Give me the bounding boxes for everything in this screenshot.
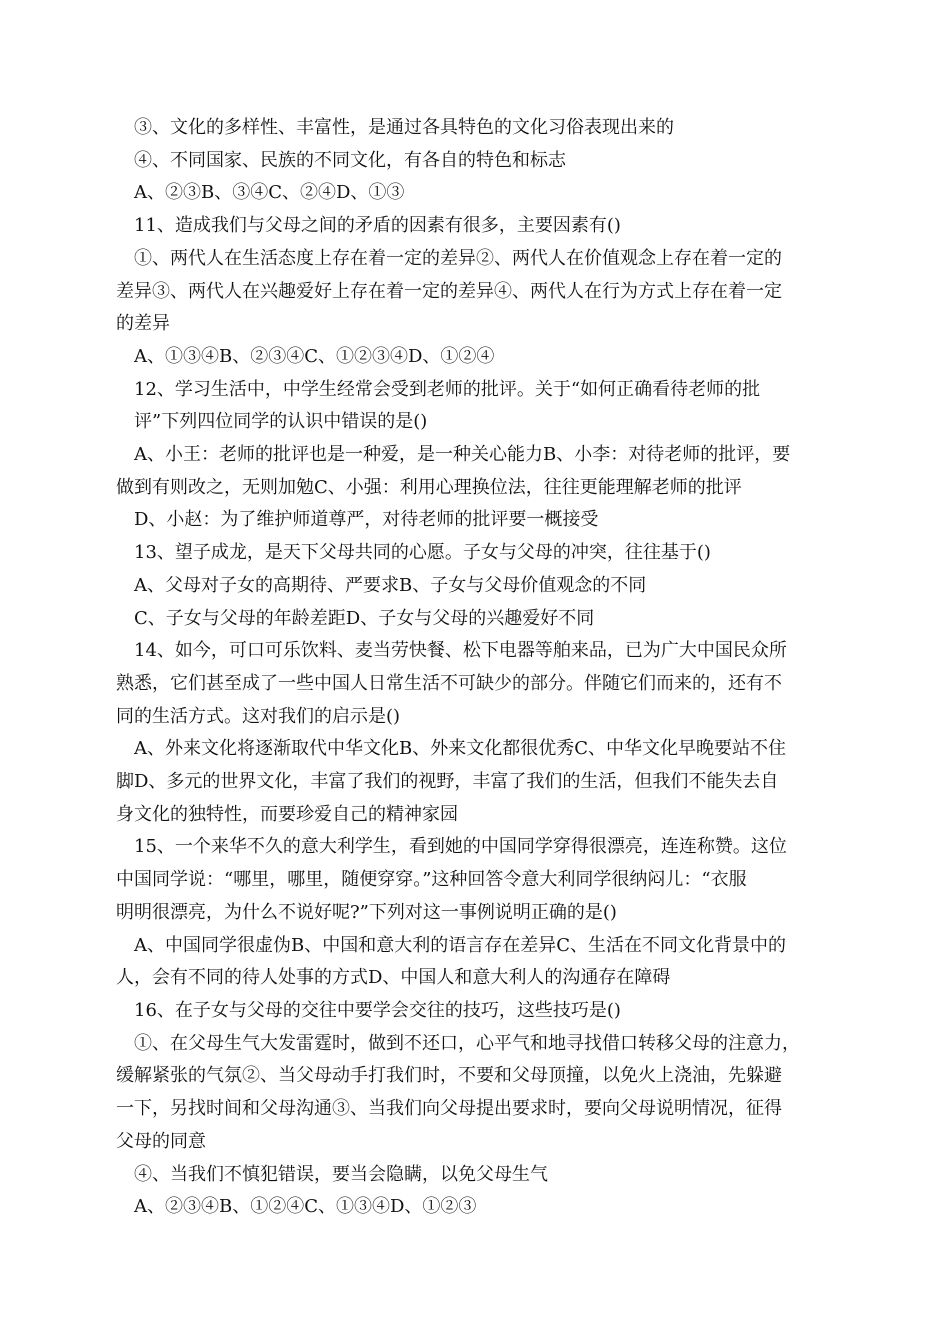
text-line: A、②③B、③④C、②④D、①③ <box>134 182 405 204</box>
text-line: ①、两代人在生活态度上存在着一定的差异②、两代人在价值观念上存在着一定的 <box>134 247 782 269</box>
text-line: 同的生活方式。这对我们的启示是() <box>116 705 401 727</box>
question-11: 11、造成我们与父母之间的矛盾的因素有很多，主要因素有() <box>134 215 621 237</box>
text-line: ①、在父母生气大发雷霆时，做到不还口，心平气和地寻找借口转移父母的注意力， <box>134 1032 800 1054</box>
text-line: C、子女与父母的年龄差距D、子女与父母的兴趣爱好不同 <box>134 607 595 629</box>
text-line: ③、文化的多样性、丰富性，是通过各具特色的文化习俗表现出来的 <box>134 117 674 138</box>
text-line: 身文化的独特性，而要珍爱自己的精神家园 <box>116 803 458 825</box>
text-line: ④、不同国家、民族的不同文化，有各自的特色和标志 <box>134 149 566 171</box>
text-line: 中国同学说：“哪里，哪里，随便穿穿。”这种回答令意大利同学很纳闷儿：“衣服 <box>116 869 747 891</box>
text-line: 的差异 <box>116 313 170 335</box>
text-line: 人，会有不同的待人处事的方式D、中国人和意大利人的沟通存在障碍 <box>116 967 671 989</box>
text-line: 做到有则改之，无则加勉C、小强：利用心理换位法，往往更能理解老师的批评 <box>116 476 742 498</box>
text-line: 一下，另找时间和父母沟通③、当我们向父母提出要求时，要向父母说明情况，征得 <box>116 1098 782 1120</box>
text-line: ④、当我们不慎犯错误，要当会隐瞒，以免父母生气 <box>134 1163 548 1185</box>
text-line: 评”下列四位同学的认识中错误的是() <box>134 411 428 433</box>
question-13: 13、望子成龙，是天下父母共同的心愿。子女与父母的冲突，往往基于() <box>134 542 711 564</box>
text-line: 明明很漂亮，为什么不说好呢?”下列对这一事例说明正确的是() <box>116 901 617 923</box>
answer-options: A、②③④B、①②④C、①③④D、①②③ <box>134 1196 477 1218</box>
text-line: D、小赵：为了维护师道尊严，对待老师的批评要一概接受 <box>134 509 599 531</box>
question-12: 12、学习生活中，中学生经常会受到老师的批评。关于“如何正确看待老师的批 <box>134 378 761 400</box>
text-line: A、父母对子女的高期待、严要求B、子女与父母价值观念的不同 <box>134 574 647 596</box>
question-14: 14、如今，可口可乐饮料、麦当劳快餐、松下电器等舶来品，已为广大中国民众所 <box>134 640 787 662</box>
text-line: 缓解紧张的气氛②、当父母动手打我们时，不要和父母顶撞，以免火上浇油，先躲避 <box>116 1065 782 1087</box>
text-line: 父母的同意 <box>116 1130 206 1152</box>
question-16: 16、在子女与父母的交往中要学会交往的技巧，这些技巧是() <box>134 999 621 1021</box>
text-line: A、外来文化将逐渐取代中华文化B、外来文化都很优秀C、中华文化早晚要站不住 <box>134 738 786 760</box>
text-line: A、中国同学很虚伪B、中国和意大利的语言存在差异C、生活在不同文化背景中的 <box>134 934 786 956</box>
answer-options: A、①③④B、②③④C、①②③④D、①②④ <box>134 345 495 367</box>
question-15: 15、一个来华不久的意大利学生，看到她的中国同学穿得很漂亮，连连称赞。这位 <box>134 836 787 858</box>
text-line: A、小王：老师的批评也是一种爱，是一种关心能力B、小李：对待老师的批评，要 <box>134 444 791 466</box>
text-line: 脚D、多元的世界文化，丰富了我们的视野，丰富了我们的生活，但我们不能失去自 <box>116 771 779 793</box>
text-line: 熟悉，它们甚至成了一些中国人日常生活不可缺少的部分。伴随它们而来的，还有不 <box>116 672 782 694</box>
text-line: 差异③、两代人在兴趣爱好上存在着一定的差异④、两代人在行为方式上存在着一定 <box>116 280 782 302</box>
